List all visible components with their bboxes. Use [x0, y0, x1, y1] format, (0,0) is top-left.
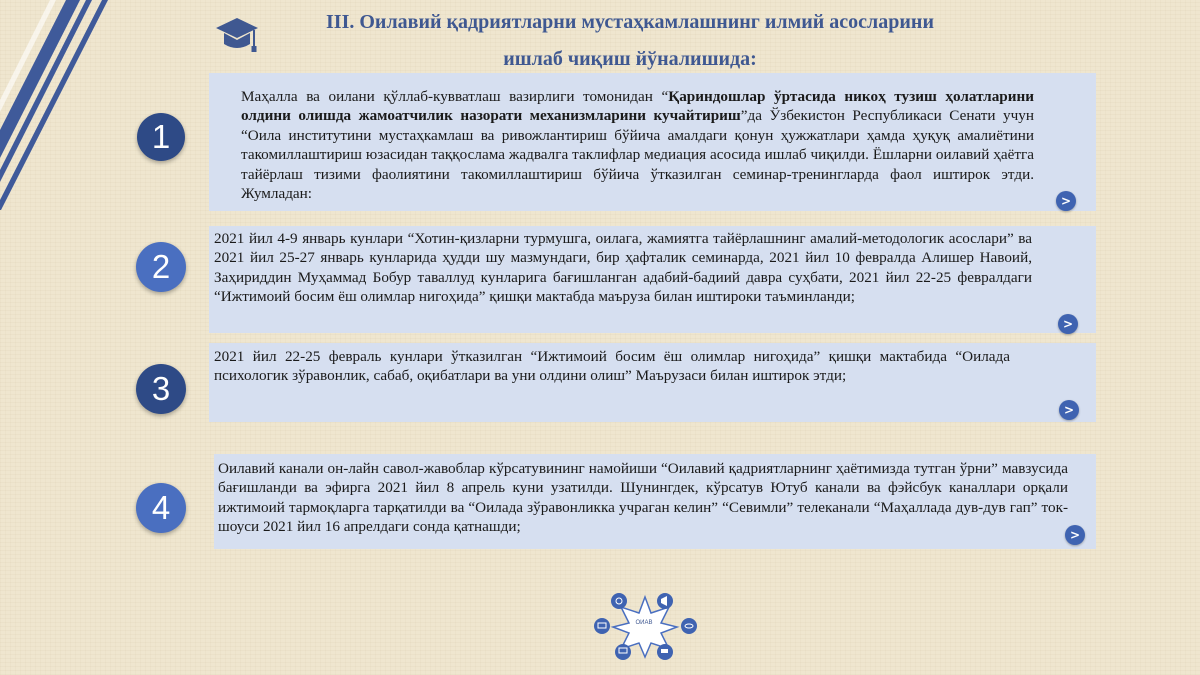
item-number-4: 4	[136, 483, 186, 533]
item-number-1: 1	[137, 113, 185, 161]
item-box-4	[214, 454, 1096, 549]
item-4-next-button[interactable]: >	[1065, 525, 1085, 545]
logo-graphic	[585, 585, 705, 667]
title-line-1: III. Оилавий қадриятларни мустаҳкамлашнинг илмий асосларини	[326, 11, 934, 33]
item-text-3: 2021 йил 22-25 февраль кунлари ўтказилган “Ижтимоий босим ёш олимлар нигоҳида” қишқи мактабида “Оилада психологик зўравонлик, сабаб, оқибатлари ва уни олдини олиш” Маърузаси билан иштирок этди;	[214, 348, 1010, 385]
laptop-icon	[594, 618, 610, 634]
item-text-4: Оилавий канали он-лайн савол-жавоблар кўрсатувининг намойиши “Оилавий қадриятларнинг ҳаётимизда тутган ўрни” мавзусида бағишланди ва эфирга 2021 йил 8 апрель куни узатилди. Шунингдек, кўрсатув Ютуб канали ва фэйсбук каналлари орқали ижтимоий тармоқларга тарқатилди ва “Оилада зўравонликка учраган келин” “Севимли” телеканали “Маҳаллада дув-дув гап” ток-шоуси 2021 йил 16 апрелдаги сонда қатнашди;	[218, 460, 1068, 536]
decorative-stripes	[0, 0, 110, 210]
cart-icon	[657, 644, 673, 660]
logo	[585, 585, 705, 667]
page-title	[250, 4, 1010, 78]
item-box-1	[209, 73, 1096, 211]
logo-text: ОИАВ	[635, 620, 653, 626]
monitor-icon	[615, 644, 631, 660]
item-2-next-button[interactable]: >	[1058, 314, 1078, 334]
item-3-next-button[interactable]: >	[1059, 400, 1079, 420]
item-text-1-bold: Қариндошлар ўртасида никоҳ тузиш ҳолатларини олдини олишда жамоатчилик назорати механизмларини кучайтириш	[241, 88, 1034, 125]
refresh-icon	[611, 593, 627, 609]
eye-icon	[681, 618, 697, 634]
item-box-2	[209, 226, 1096, 333]
item-text-2: 2021 йил 4-9 январь кунлари “Хотин-қизларни турмушга, оилага, жамиятга тайёрлашнинг амалий-методологик асослари” ва 2021 йил 25-27 январь кунларида ҳудди шу мазмундаги, бир ҳафталик семинарда, 2021 йил 10 февралда Алишер Навоий, Заҳириддин Муҳаммад Бобур таваллуд кунларига бағишланган адабий-бадиий давра суҳбати, 2021 йил 22-25 февралдаги “Ижтимоий босим ёш олимлар нигоҳида” қишқи мактабда маъруза билан иштироки таъминланди;	[214, 230, 1032, 306]
title-line-2: ишлаб чиқиш йўналишида:	[503, 48, 757, 70]
item-1-next-button[interactable]: >	[1056, 191, 1076, 211]
item-number-2: 2	[136, 242, 186, 292]
megaphone-icon	[657, 593, 673, 609]
item-number-3: 3	[136, 364, 186, 414]
item-box-3	[209, 343, 1096, 422]
item-text-1: Маҳалла ва оилани қўллаб-кувватлаш вазирлиги томонидан “Қариндошлар ўртасида никоҳ тузиш ҳолатларини олдини олишда жамоатчилик назорати механизмларини кучайтириш”да Ўзбекистон Республикаси Сенати учун “Оила институтини мустаҳкамлаш ва ривожлантириш бўйича амалдаги қонун ҳужжатлари ҳамда ҳуқуқ амалиётини такомиллаштириш юзасидан таққослама жадвалга таклифлар медиация асосида ишлаб чиқилди. Ёшларни оилавий ҳаётга тайёрлаш тизими фаолиятини такомиллаштириш бўйича ўтказилган семинар-тренингларда фаол иштирок этди. Жумладан:	[241, 88, 1034, 203]
